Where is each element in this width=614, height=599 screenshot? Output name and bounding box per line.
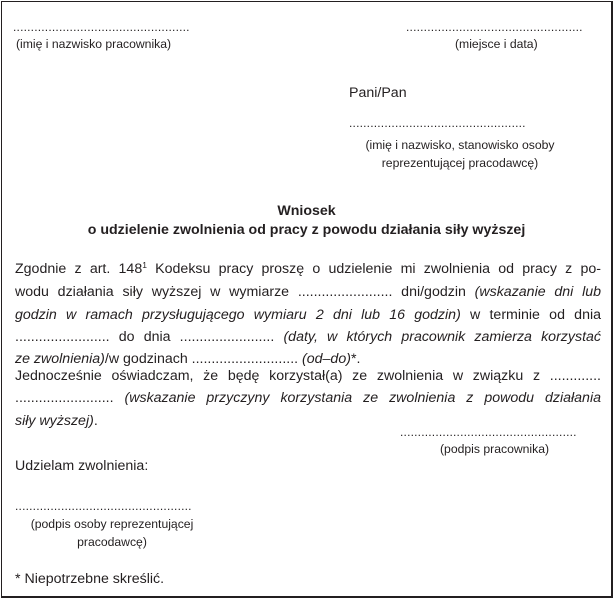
date-range-field[interactable]: ........................ do dnia ........................ xyxy=(15,328,284,345)
p1-line2: wodu działania siły wyższej w wymiarze ........................ dni/godzin (wskazanie dni lub xyxy=(15,284,602,301)
approver-label-line1: (podpis osoby reprezentującej xyxy=(30,517,194,531)
employee-signature-label: (podpis pracownika) xyxy=(440,442,550,456)
title-line2: o udzielenie zwolnienia od pracy z powodu działania siły wyższej xyxy=(87,222,526,238)
document-title xyxy=(2,202,611,240)
employee-name-label: (imię i nazwisko pracownika) xyxy=(16,37,172,51)
approval-text: Udzielam zwolnienia: xyxy=(15,458,149,474)
recipient-name-field[interactable]: .................................................. xyxy=(349,116,526,130)
p1-line5: ze zwolnienia)/w godzinach ........................... (od–do)*. xyxy=(15,351,361,368)
recipient-label-line1: (imię i nazwisko, stanowisko osoby xyxy=(365,138,555,152)
place-date-label: (miejsce i data) xyxy=(455,37,538,51)
p2-line1[interactable]: Jednocześnie oświadczam, że będę korzystał(a) ze zwolnienia w związku z ............. xyxy=(15,368,601,384)
approver-label-line2: pracodawcę) xyxy=(77,535,147,549)
employee-signature-field[interactable]: .................................................. xyxy=(400,425,577,439)
p2-line3: siły wyższej). xyxy=(15,412,98,429)
p2-line2: ......................... (wskazanie przyczyny korzystania ze zwolnienia z powodu działania xyxy=(15,390,601,407)
p1-line4: ........................ do dnia ........................ (daty, w których pracownik zamierza korzystać xyxy=(15,328,601,345)
request-paragraph xyxy=(15,258,601,370)
employee-name-field[interactable]: .................................................. xyxy=(13,20,190,34)
recipient-label-line2: reprezentującej pracodawcę) xyxy=(381,156,539,170)
recipient-salutation: Pani/Pan xyxy=(349,85,407,101)
days-hours-field[interactable]: wodu działania siły wyższej w wymiarze ........................ dni/godzin xyxy=(15,284,475,301)
recipient-label xyxy=(347,136,573,172)
application-form xyxy=(1,1,613,598)
declaration-paragraph xyxy=(15,365,601,432)
title-line1: Wniosek xyxy=(277,203,336,219)
p1-line3: godzin w ramach przysługującego wymiaru 2 dni lub 16 godzin) w terminie od dnia xyxy=(15,306,602,323)
approver-signature-label xyxy=(12,515,212,551)
hours-field[interactable]: /w godzinach ........................... xyxy=(104,351,303,368)
p1-line1: Zgodnie z art. $148^1$ Kodeksu pracy proszę o udzielenie mi zwolnienia od pracy z po- xyxy=(15,260,602,277)
footnote: * Niepotrzebne skreślić. xyxy=(15,571,165,587)
place-date-field[interactable]: .................................................. xyxy=(406,20,583,34)
reason-field[interactable]: ......................... xyxy=(15,390,125,407)
approver-signature-field[interactable]: .................................................. xyxy=(15,499,192,513)
